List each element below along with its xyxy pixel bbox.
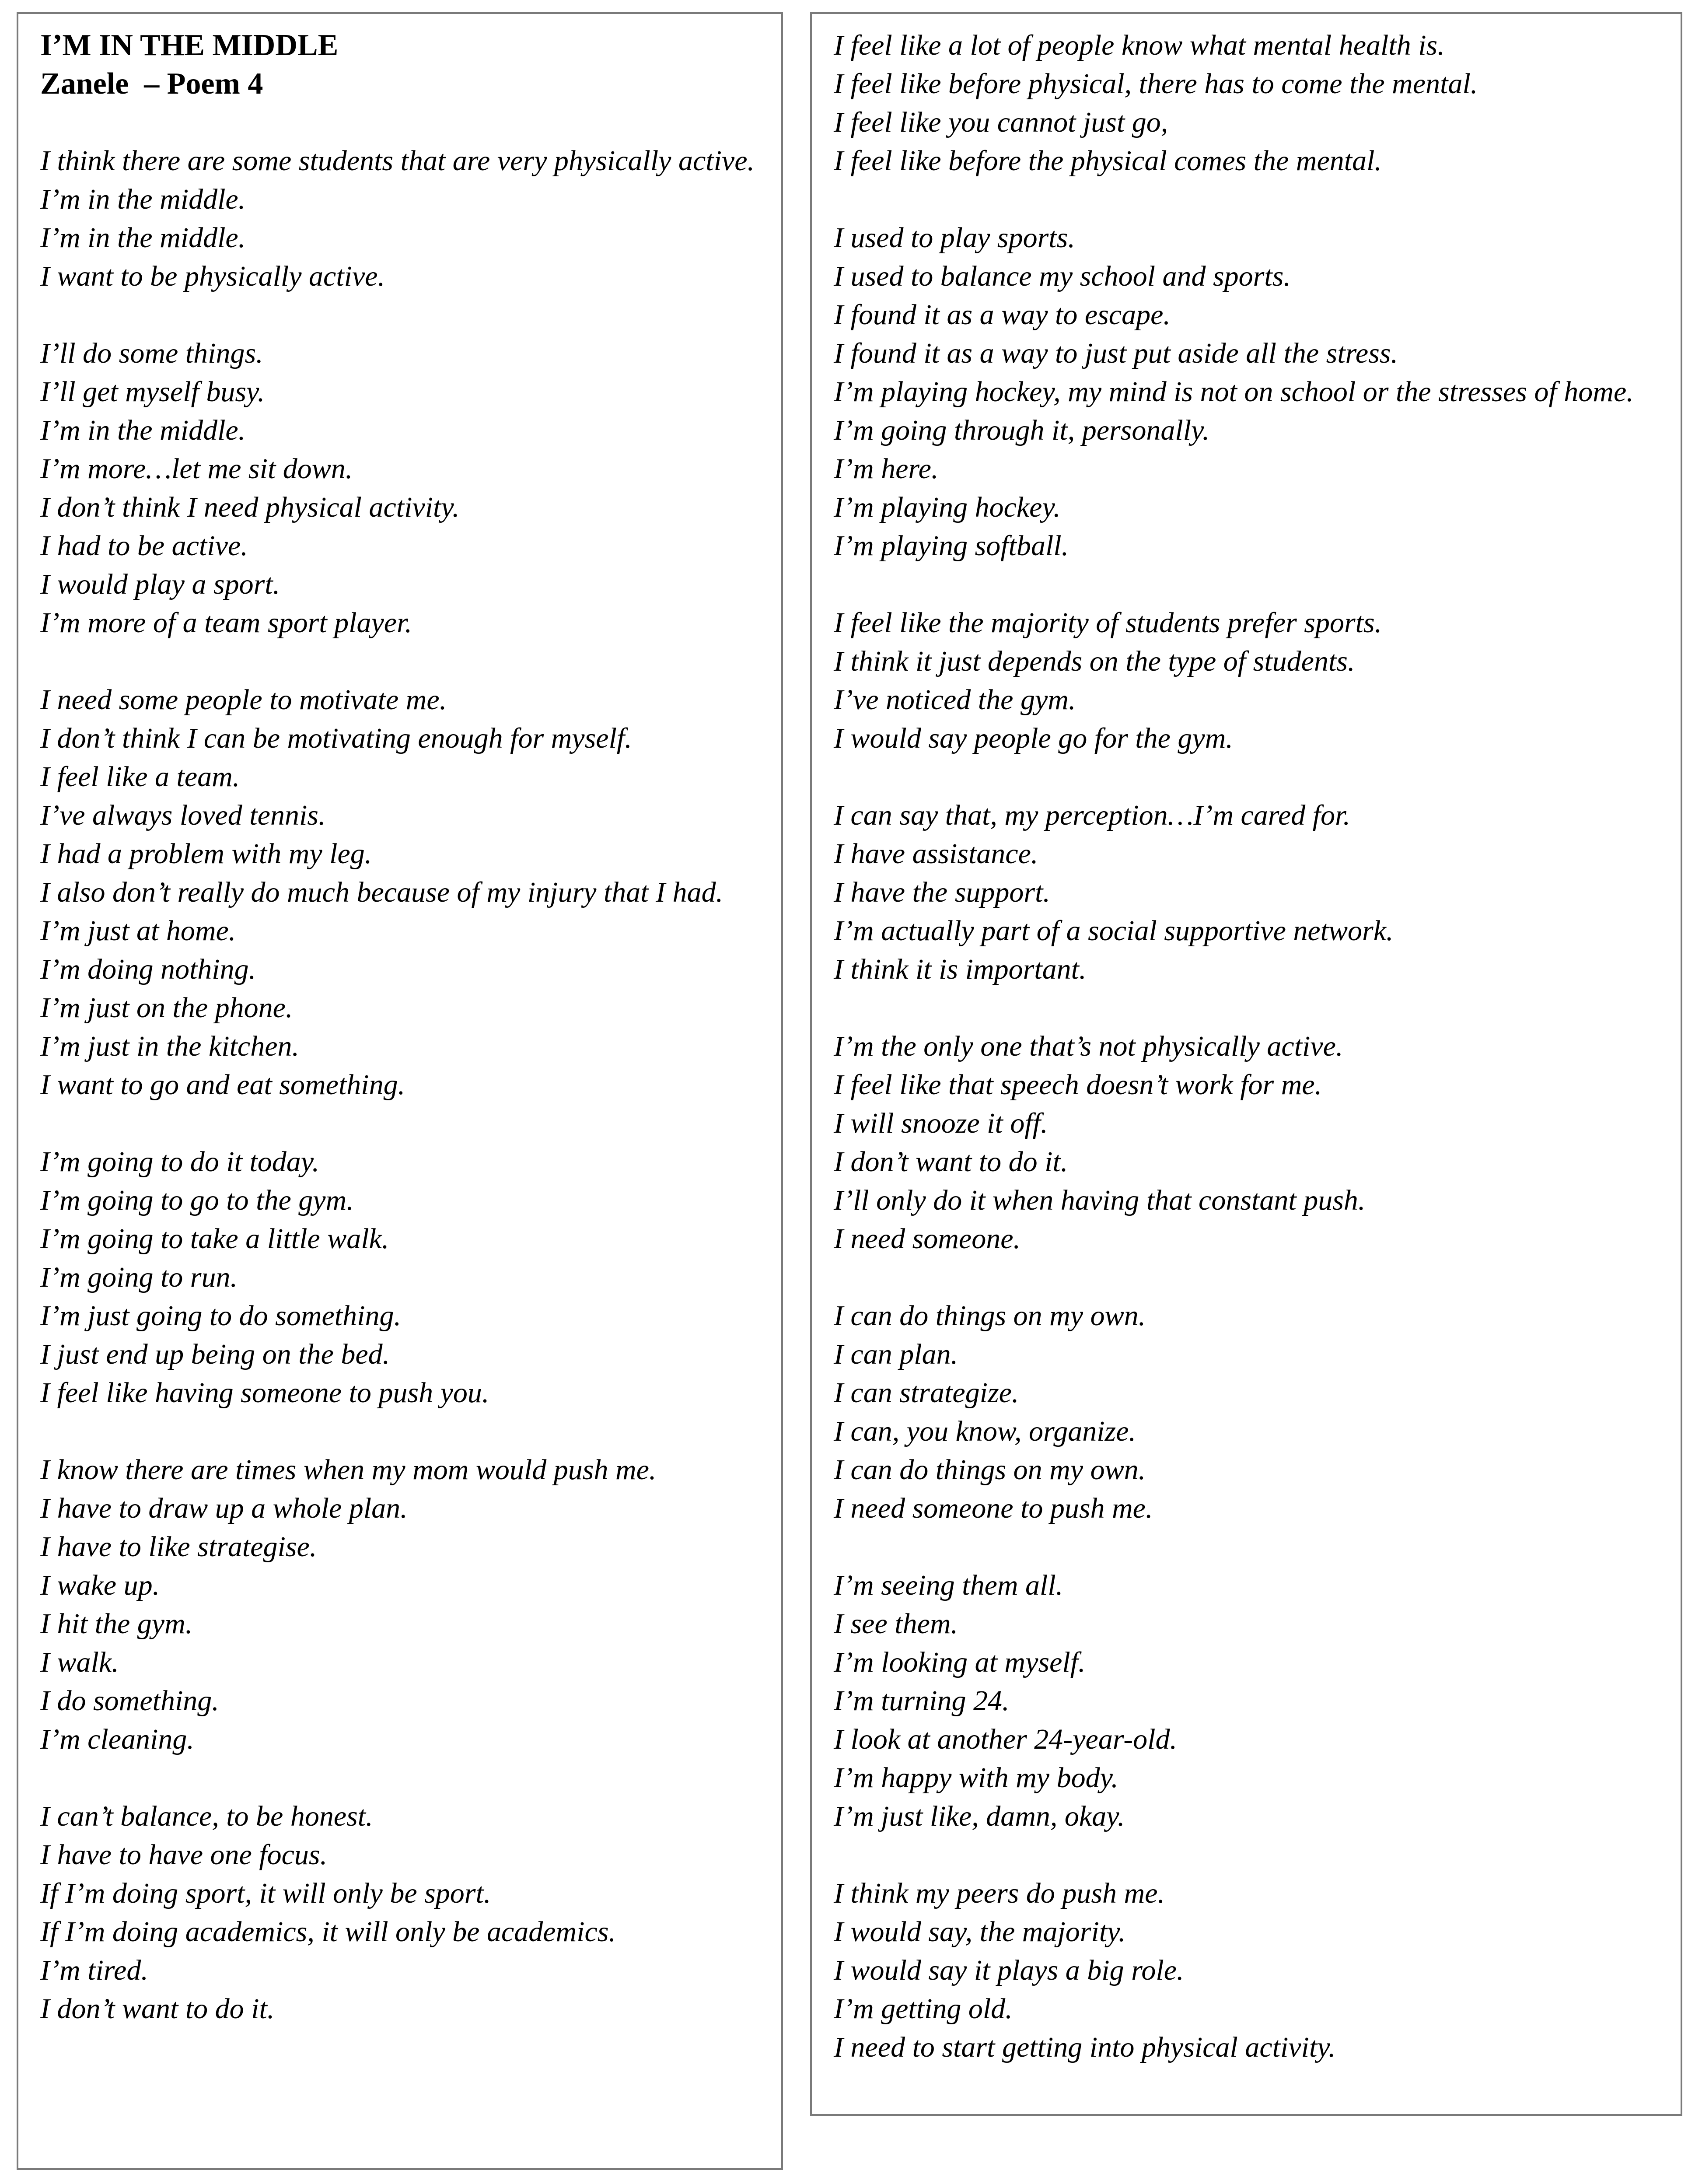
poem-line: I have to like strategise. [40, 1531, 317, 1563]
poem-line: I’m playing softball. [834, 530, 1069, 562]
poem-line: I’m going to take a little walk. [40, 1223, 389, 1255]
poem-line: I do something. [40, 1685, 219, 1717]
poem-line: I can say that, my perception…I’m cared for. [834, 799, 1351, 831]
stanza [834, 26, 1667, 180]
poem-line: I’m just at home. [40, 915, 236, 947]
stanza [40, 1451, 768, 1759]
poem-line: I’m just on the phone. [40, 992, 293, 1024]
poem-line: I don’t think I need physical activity. [40, 491, 460, 523]
poem-line: I want to be physically active. [40, 260, 385, 292]
poem-line: I think my peers do push me. [834, 1877, 1165, 1909]
stanza [834, 219, 1667, 565]
poem-line: I’m playing hockey. [834, 491, 1061, 523]
poem-line: I would say it plays a big role. [834, 1954, 1184, 1986]
poem-line: I just end up being on the bed. [40, 1338, 390, 1370]
poem-line: I’m tired. [40, 1954, 148, 1986]
poem-line: I’ll do some things. [40, 337, 263, 369]
poem-line: I need someone to push me. [834, 1492, 1153, 1524]
stanza [40, 142, 768, 296]
poem-line: I walk. [40, 1646, 119, 1678]
poem-line: I found it as a way to just put aside all the stress. [834, 337, 1398, 369]
right-column-content [834, 26, 1667, 2105]
poem-line: I’m playing hockey, my mind is not on school or the stresses of home. [834, 376, 1634, 408]
poem-line: I’m just like, damn, okay. [834, 1800, 1125, 1832]
poem-line: I’ve noticed the gym. [834, 684, 1076, 716]
poem-line: I can’t balance, to be honest. [40, 1800, 373, 1832]
poem-line: I also don’t really do much because of my injury that I had. [40, 876, 723, 908]
poem-line: I’m going to run. [40, 1261, 238, 1293]
poem-line: I can do things on my own. [834, 1454, 1146, 1486]
poem-line: I have the support. [834, 876, 1050, 908]
poem-line: I see them. [834, 1608, 958, 1640]
poem-line: I feel like having someone to push you. [40, 1377, 489, 1409]
poem-line: I’m getting old. [834, 1993, 1013, 2025]
poem-line: I would say people go for the gym. [834, 722, 1233, 754]
poem-line: I don’t want to do it. [40, 1993, 275, 2025]
poem-line: I need to start getting into physical activity. [834, 2031, 1336, 2063]
poem-line: I wake up. [40, 1569, 160, 1601]
poem-line: I can plan. [834, 1338, 958, 1370]
poem-line: I feel like before the physical comes the mental. [834, 145, 1382, 177]
poem-line: I’m in the middle. [40, 414, 246, 446]
poem-line: I have assistance. [834, 838, 1038, 870]
poem-line: If I’m doing sport, it will only be sport. [40, 1877, 491, 1909]
stanza [40, 681, 768, 1104]
poem-line: I’m more…let me sit down. [40, 453, 353, 485]
poem-line: I’m going to do it today. [40, 1146, 319, 1178]
poem-line: I can do things on my own. [834, 1300, 1146, 1332]
poem-line: I think there are some students that are very physically active. [40, 145, 755, 177]
stanza [834, 1874, 1667, 2067]
poem-right-column [810, 12, 1682, 2116]
poem-line: I don’t want to do it. [834, 1146, 1068, 1178]
poem-line: I’m seeing them all. [834, 1569, 1063, 1601]
poem-line: I feel like before physical, there has to come the mental. [834, 68, 1478, 100]
poem-line: I will snooze it off. [834, 1107, 1048, 1139]
stanza [40, 1797, 768, 2028]
poem-line: I want to go and eat something. [40, 1069, 405, 1101]
poem-line: I don’t think I can be motivating enough for myself. [40, 722, 632, 754]
poem-line: I’m here. [834, 453, 939, 485]
poem-line: I had to be active. [40, 530, 248, 562]
stanza [834, 1297, 1667, 1528]
poem-line: I can strategize. [834, 1377, 1019, 1409]
stanza [40, 1143, 768, 1412]
poem-line: I have to have one focus. [40, 1839, 328, 1871]
poem-line: I feel like that speech doesn’t work for me. [834, 1069, 1322, 1101]
poem-line: I’m doing nothing. [40, 953, 256, 985]
poem-line: I’m just going to do something. [40, 1300, 401, 1332]
poem-line: I’ll only do it when having that constant push. [834, 1184, 1366, 1216]
left-column-content [40, 26, 768, 2067]
poem-line: I feel like the majority of students prefer sports. [834, 607, 1382, 639]
poem-line: I would say, the majority. [834, 1916, 1126, 1948]
poem-line: I need someone. [834, 1223, 1021, 1255]
poem-line: I had a problem with my leg. [40, 838, 372, 870]
poem-line: I know there are times when my mom would push me. [40, 1454, 657, 1486]
poem-line: I’m happy with my body. [834, 1762, 1118, 1794]
stanza [834, 604, 1667, 758]
poem-line: I’m in the middle. [40, 183, 246, 215]
stanza [834, 796, 1667, 989]
stanza [834, 1566, 1667, 1836]
poem-line: I’m just in the kitchen. [40, 1030, 300, 1062]
poem-line: I have to draw up a whole plan. [40, 1492, 408, 1524]
poem-line: I’m the only one that’s not physically active. [834, 1030, 1343, 1062]
poem-line: I’m more of a team sport player. [40, 607, 412, 639]
poem-line: I’ve always loved tennis. [40, 799, 326, 831]
poem-line: I feel like a team. [40, 761, 240, 793]
poem-line: I’m in the middle. [40, 222, 246, 254]
poem-line: I found it as a way to escape. [834, 299, 1171, 331]
poem-title: I’M IN THE MIDDLE [40, 28, 339, 62]
poem-line: I’m looking at myself. [834, 1646, 1086, 1678]
poem-line: I used to play sports. [834, 222, 1075, 254]
poem-line: I think it is important. [834, 953, 1087, 985]
poem-line: I used to balance my school and sports. [834, 260, 1291, 292]
poem-line: I can, you know, organize. [834, 1415, 1136, 1447]
stanza [834, 1027, 1667, 1258]
poem-line: I feel like a lot of people know what mental health is. [834, 29, 1445, 61]
poem-line: I’m going to go to the gym. [40, 1184, 354, 1216]
poem-line: I look at another 24-year-old. [834, 1723, 1178, 1755]
poem-left-column [17, 12, 783, 2170]
poem-subtitle: Zanele – Poem 4 [40, 67, 263, 101]
poem-line: I’ll get myself busy. [40, 376, 265, 408]
poem-line: I hit the gym. [40, 1608, 193, 1640]
poem-line: I would play a sport. [40, 568, 280, 600]
poem-line: I’m cleaning. [40, 1723, 194, 1755]
poem-line: I’m going through it, personally. [834, 414, 1210, 446]
poem-line: I’m actually part of a social supportive network. [834, 915, 1394, 947]
stanza [40, 334, 768, 642]
poem-line: I think it just depends on the type of students. [834, 645, 1355, 677]
poem-line: I need some people to motivate me. [40, 684, 447, 716]
poem-line: I’m turning 24. [834, 1685, 1010, 1717]
poem-line: I feel like you cannot just go, [834, 106, 1168, 138]
poem-line: If I’m doing academics, it will only be academics. [40, 1916, 616, 1948]
